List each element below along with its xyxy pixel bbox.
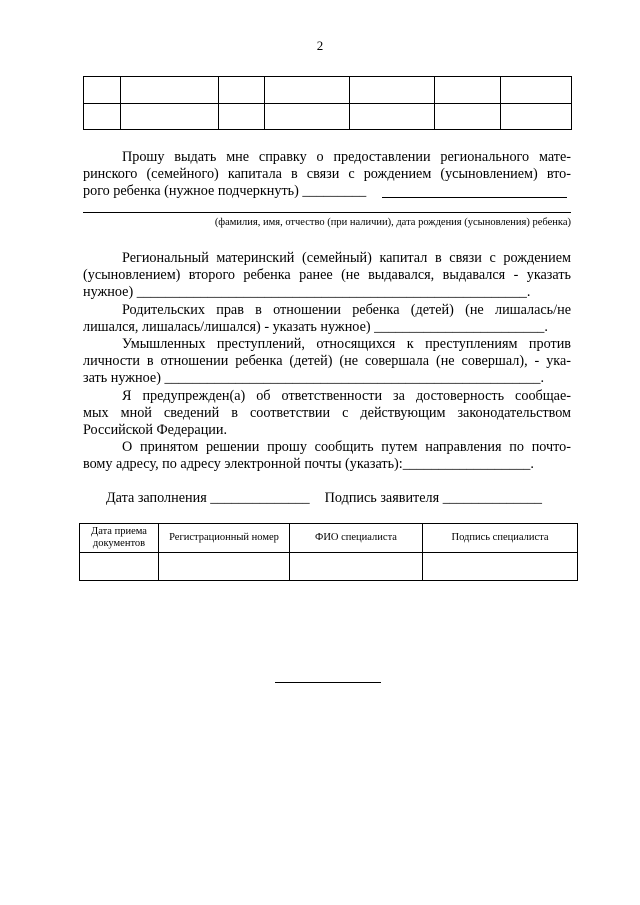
table-cell — [350, 77, 435, 104]
header-specialist-signature: Подпись специалиста — [423, 524, 578, 553]
warning-statement-line: Российской Федерации. — [83, 422, 228, 438]
capital-statement-line: (усыновлением) второго ребенка ранее (не выдавался, выдавался - указать — [83, 267, 571, 283]
table-cell — [121, 77, 219, 104]
registration-table — [79, 523, 578, 581]
rights-statement-line: Родительских прав в отношении ребенка (детей) (не лишалась/не — [122, 302, 571, 318]
specialist-name-cell[interactable] — [290, 553, 423, 581]
date-field[interactable]: ______________ — [210, 490, 310, 506]
table-cell — [219, 103, 265, 130]
request-text-line: ринского (семейного) капитала в связи с рождением (усыновлением) вто- — [83, 166, 571, 182]
table-cell — [219, 77, 265, 104]
signature-row — [106, 490, 542, 507]
signature-field[interactable]: ______________ — [442, 490, 543, 506]
rights-statement-line: лишался, лишалась/лишался) - указать нужное) ________________________. — [83, 319, 548, 335]
header-registration-number: Регистрационный номер — [159, 524, 290, 553]
table-row — [80, 553, 578, 581]
table-cell — [265, 77, 350, 104]
warning-statement-line: мых мной сведений в соответствии с действующим законодательством — [83, 405, 571, 421]
warning-statement-line: Я предупрежден(а) об ответственности за достоверность сообщае- — [122, 388, 571, 404]
table-cell — [265, 103, 350, 130]
table-cell — [84, 103, 121, 130]
table-header-row — [80, 524, 578, 553]
table-cell — [121, 103, 219, 130]
header-receipt-date: Дата приема документов — [80, 524, 159, 553]
child-name-line[interactable] — [83, 212, 571, 213]
table-row — [84, 103, 572, 130]
child-name-caption: (фамилия, имя, отчество (при наличии), дата рождения (усыновления) ребенка) — [214, 217, 571, 228]
crimes-statement-line: Умышленных преступлений, относящихся к преступлениям против — [122, 336, 571, 352]
notification-line: О принятом решении прошу сообщить путем направления по почто- — [122, 439, 571, 455]
crimes-statement-line: личности в отношении ребенка (детей) (не совершала (не совершал), - ука- — [83, 353, 571, 369]
signature-label: Подпись заявителя — [324, 490, 440, 506]
table-cell — [501, 77, 572, 104]
child-name-blank[interactable] — [382, 197, 567, 198]
end-divider — [275, 682, 381, 683]
request-text-line: рого ребенка (нужное подчеркнуть) _________ — [83, 183, 367, 199]
table-cell — [435, 103, 501, 130]
capital-statement-line: нужное) _______________________________________________________. — [83, 284, 531, 300]
table-cell — [350, 103, 435, 130]
applicant-data-table — [83, 76, 572, 130]
capital-statement-line: Региональный материнский (семейный) капитал в связи с рождением — [122, 250, 571, 266]
table-cell — [84, 77, 121, 104]
header-specialist-name: ФИО специалиста — [290, 524, 423, 553]
crimes-statement-line: зать нужное) _____________________________________________________. — [83, 370, 544, 386]
notification-line: вому адресу, по адресу электронной почты (указать):__________________. — [83, 456, 534, 472]
date-label: Дата заполнения — [106, 490, 207, 506]
receipt-date-cell[interactable] — [80, 553, 159, 581]
table-cell — [435, 77, 501, 104]
request-text-line: Прошу выдать мне справку о предоставлении регионального мате- — [122, 149, 571, 165]
table-row — [84, 77, 572, 104]
specialist-signature-cell[interactable] — [423, 553, 578, 581]
page-number: 2 — [316, 38, 324, 53]
table-cell — [501, 103, 572, 130]
registration-number-cell[interactable] — [159, 553, 290, 581]
